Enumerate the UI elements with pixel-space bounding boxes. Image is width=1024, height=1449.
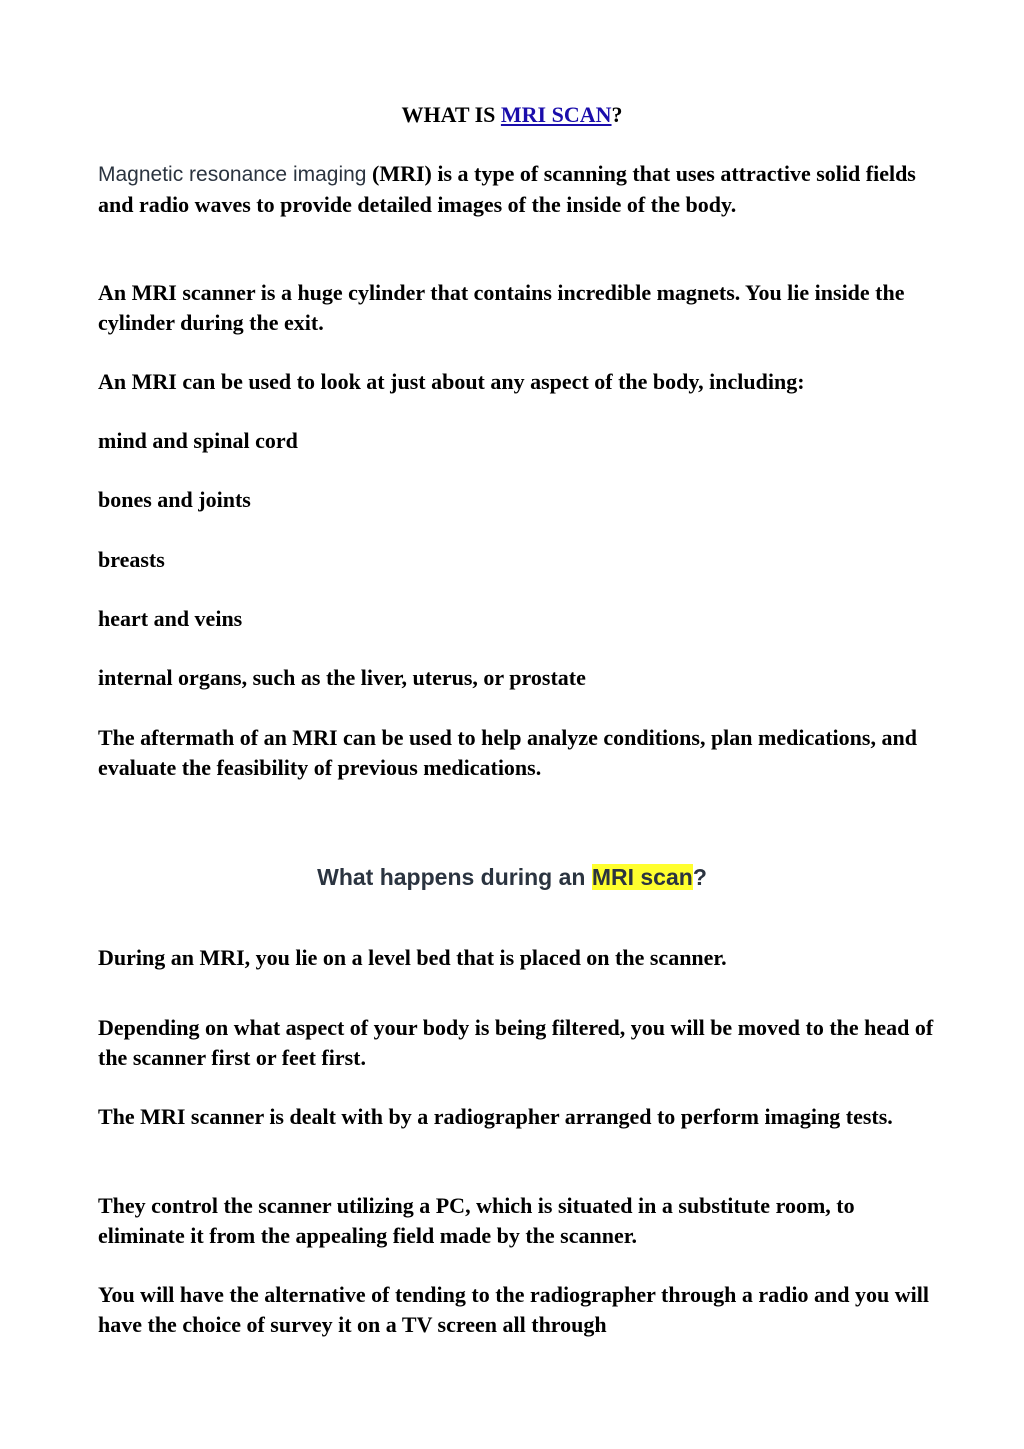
title-suffix: ?	[611, 102, 623, 127]
page-title	[0, 101, 1024, 129]
body-part-item: breasts	[98, 547, 165, 572]
mri-scan-link[interactable]: MRI SCAN	[500, 102, 612, 127]
intro-paragraph	[98, 159, 938, 220]
aftermath-paragraph: The aftermath of an MRI can be used to help analyze conditions, plan medications, and evaluate the feasibility of previous medications.	[98, 725, 917, 780]
section-heading	[0, 862, 1024, 892]
body-part-item: mind and spinal cord	[98, 428, 298, 453]
moved-paragraph: Depending on what aspect of your body is being filtered, you will be moved to the head of the scanner first or feet first.	[98, 1015, 934, 1070]
body-part-item: heart and veins	[98, 606, 243, 631]
title-prefix: WHAT IS	[401, 102, 501, 127]
scanner-paragraph: An MRI scanner is a huge cylinder that contains incredible magnets. You lie inside the cylinder during the exit.	[98, 280, 905, 335]
highlighted-term: MRI scan	[591, 864, 693, 890]
bed-paragraph: During an MRI, you lie on a level bed that is placed on the scanner.	[98, 945, 727, 970]
subheading-prefix: What happens during an	[317, 864, 592, 890]
radiographer-paragraph: The MRI scanner is dealt with by a radiographer arranged to perform imaging tests.	[98, 1104, 893, 1129]
control-paragraph: They control the scanner utilizing a PC, which is situated in a substitute room, to eliminate it from the appealing field made by the scanner.	[98, 1193, 855, 1248]
aspects-paragraph: An MRI can be used to look at just about any aspect of the body, including:	[98, 369, 805, 394]
subheading-suffix: ?	[692, 864, 707, 890]
body-part-item: bones and joints	[98, 487, 251, 512]
body-part-item: internal organs, such as the liver, uterus, or prostate	[98, 665, 586, 690]
intro-lead-term: Magnetic resonance imaging	[98, 163, 367, 186]
radio-paragraph: You will have the alternative of tending to the radiographer through a radio and you will have the choice of survey it on a TV screen all through	[98, 1282, 929, 1337]
intro-rest: (MRI) is a type of scanning that uses attractive solid fields and radio waves to provide detailed images of the inside of the body.	[98, 161, 916, 217]
